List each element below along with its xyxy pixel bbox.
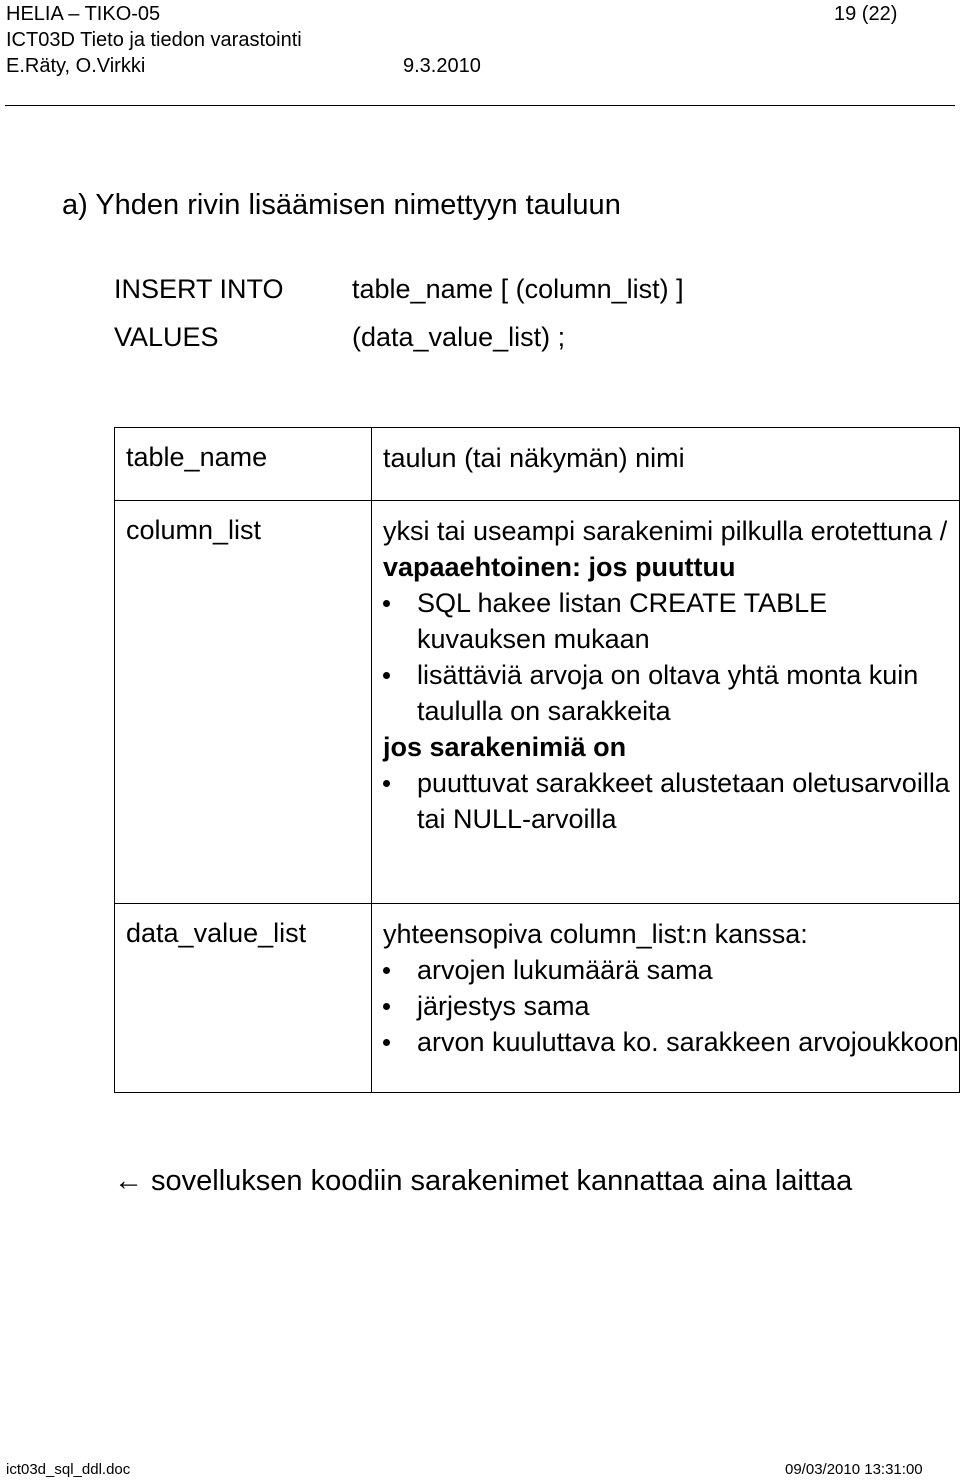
param-description-text: yksi tai useampi sarakenimi pilkulla erotettuna / (383, 516, 948, 546)
syntax-keyword-insert-into: INSERT INTO (114, 274, 284, 304)
param-description (372, 428, 960, 501)
syntax-values-argument: (data_value_list) ; (352, 322, 566, 352)
header-org: HELIA – TIKO-05 (6, 3, 161, 25)
param-term: data_value_list (115, 904, 372, 1093)
list-item: SQL hakee listan CREATE TABLE kuvauksen mukaan (383, 585, 959, 657)
table-row (115, 904, 960, 1093)
header-page-number: 19 (22) (834, 3, 898, 25)
header-divider (5, 105, 955, 106)
header-course: ICT03D Tieto ja tiedon varastointi (6, 29, 302, 51)
table-row (115, 428, 960, 501)
bullet-list (383, 765, 959, 837)
list-item: arvon kuuluttava ko. sarakkeen arvojoukkoon (383, 1024, 959, 1060)
bullet-list (383, 952, 959, 1060)
param-subheading: jos sarakenimiä on (383, 732, 627, 762)
table-row (115, 501, 960, 904)
list-item: arvojen lukumäärä sama (383, 952, 959, 988)
param-description-text: taulun (tai näkymän) nimi (383, 443, 685, 473)
tip-note (114, 1164, 852, 1198)
param-description (372, 904, 960, 1093)
tip-note-text: sovelluksen koodiin sarakenimet kannattaa aina laittaa (151, 1165, 853, 1197)
param-description (372, 501, 960, 904)
param-subheading: vapaaehtoinen: jos puuttuu (383, 552, 736, 582)
header-authors: E.Räty, O.Virkki (6, 55, 146, 77)
arrow-left-icon: ← (114, 1165, 143, 1197)
list-item: lisättäviä arvoja on oltava yhtä monta kuin taululla on sarakkeita (383, 657, 959, 729)
footer-filename: ict03d_sql_ddl.doc (6, 1461, 131, 1478)
header-date: 9.3.2010 (403, 55, 481, 77)
param-term: table_name (115, 428, 372, 501)
list-item: puuttuvat sarakkeet alustetaan oletusarvoilla tai NULL-arvoilla (383, 765, 959, 837)
footer-timestamp: 09/03/2010 13:31:00 (785, 1461, 923, 1478)
parameter-table (114, 427, 960, 1093)
bullet-list (383, 585, 959, 729)
syntax-table-argument: table_name [ (column_list) ] (352, 274, 684, 304)
syntax-keyword-values: VALUES (114, 322, 219, 352)
section-title: a) Yhden rivin lisäämisen nimettyyn tauluun (62, 189, 621, 221)
param-description-text: yhteensopiva column_list:n kanssa: (383, 919, 808, 949)
param-term: column_list (115, 501, 372, 904)
list-item: järjestys sama (383, 988, 959, 1024)
